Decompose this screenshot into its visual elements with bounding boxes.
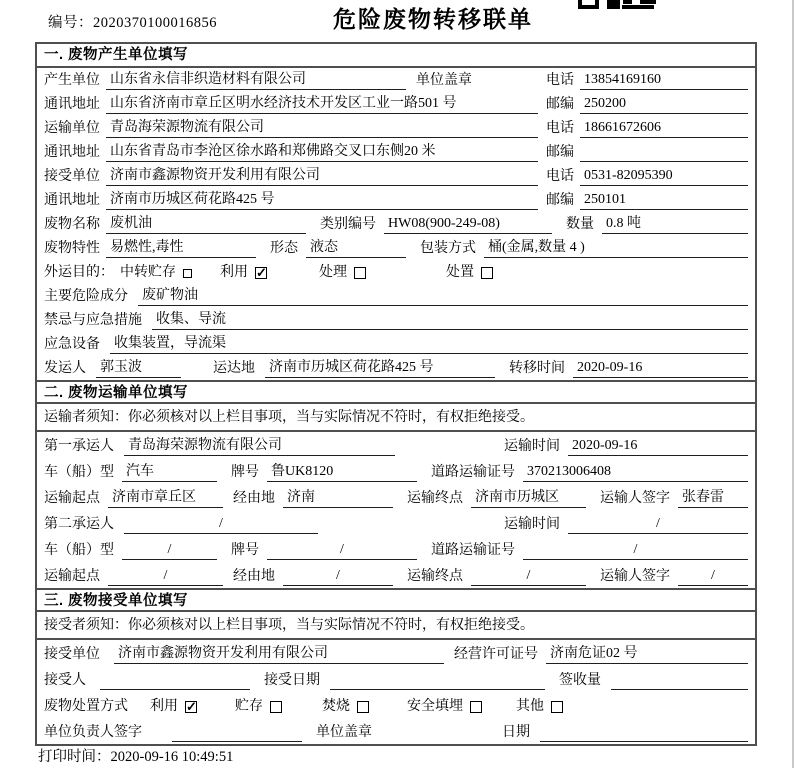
- purpose-option-transfer-storage: 中转贮存: [120, 264, 192, 282]
- receiver-row: [37, 164, 755, 188]
- window-edge-line: [792, 0, 794, 768]
- receiver-zip-value: 250101: [580, 191, 748, 210]
- road-permit-label: 道路运输证号: [431, 465, 515, 480]
- form-state-value: 液态: [306, 239, 406, 258]
- vehicle-type-label: 车（船）型: [44, 465, 114, 480]
- taboo-measures-label: 禁忌与应急措施: [44, 313, 142, 328]
- transport-time-label: 运输时间: [504, 517, 560, 532]
- route-start-label: 运输起点: [44, 491, 100, 506]
- waste-traits-label: 废物特性: [44, 241, 100, 256]
- hazard-components-label: 主要危险成分: [44, 289, 128, 304]
- license-label: 经营许可证号: [454, 647, 538, 662]
- dispose-checkbox: [481, 267, 493, 279]
- disposal-option-utilize: 利用 ✓: [150, 698, 197, 716]
- serial-value: 2020370100016856: [93, 15, 217, 31]
- vehicle-type-value: /: [122, 541, 217, 560]
- second-route-row: [37, 562, 755, 588]
- address-label: 通讯地址: [44, 145, 100, 160]
- waste-name-value: 废机油: [106, 215, 306, 234]
- dispatcher-value: 郭玉波: [96, 359, 181, 378]
- packaging-value: 桶(金属,数量 4 ): [484, 239, 748, 258]
- treat-checkbox: [354, 267, 366, 279]
- via-value: /: [283, 567, 393, 586]
- category-code-label: 类别编号: [320, 217, 376, 232]
- waste-name-label: 废物名称: [44, 217, 100, 232]
- transporter-sign-value: 张春雷: [678, 489, 748, 508]
- transport-time-value: 2020-09-16: [568, 437, 748, 456]
- accept-person-value: [100, 672, 250, 690]
- unit-seal-label: 单位盖章: [416, 73, 472, 88]
- page-title: 危险废物转移联单: [333, 7, 533, 32]
- receiver-notice: 接受者须知：你必须核对以上栏目事项，当与实际情况不符时，有权拒绝接受。: [37, 612, 755, 640]
- route-start-value: /: [108, 567, 223, 586]
- disposal-option-landfill: 安全填埋: [407, 698, 482, 716]
- incinerate-checkbox: [357, 701, 369, 713]
- destination-value: 济南市历城区荷花路425 号: [265, 359, 495, 378]
- transfer-time-label: 转移时间: [509, 361, 565, 376]
- address-label: 通讯地址: [44, 193, 100, 208]
- received-qty-label: 签收量: [559, 673, 601, 688]
- route-end-value: 济南市历城区: [471, 489, 586, 508]
- first-carrier-label: 第一承运人: [44, 439, 114, 454]
- receiver-phone-label: 电话: [546, 169, 574, 184]
- section2-header: 二. 废物运输单位填写: [37, 380, 755, 404]
- receiver-address-value: 济南市历城区荷花路425 号: [106, 191, 538, 210]
- responsible-sign-label: 单位负责人签字: [44, 725, 142, 740]
- receiver-label: 接受单位: [44, 169, 100, 184]
- disposal-option-incinerate: 焚烧: [322, 698, 369, 716]
- producer-row: [37, 68, 755, 92]
- second-carrier-row: [37, 510, 755, 536]
- purpose-option-utilize: 利用 ✓: [220, 264, 267, 282]
- other-checkbox: [551, 701, 563, 713]
- landfill-checkbox: [470, 701, 482, 713]
- route-start-value: 济南市章丘区: [108, 489, 223, 508]
- producer-phone-label: 电话: [546, 73, 574, 88]
- transfer-form-table: [35, 42, 757, 746]
- accept-date-value: [330, 672, 545, 690]
- disposal-method-row: [37, 692, 755, 718]
- section1-header: 一. 废物产生单位填写: [37, 44, 755, 68]
- transporter-value: 青岛海荣源物流有限公司: [106, 119, 538, 138]
- outbound-purpose-row: [37, 260, 755, 284]
- disposal-option-storage: 贮存: [235, 698, 282, 716]
- unit-seal-label: 单位盖章: [316, 725, 372, 740]
- form-state-label: 形态: [270, 241, 298, 256]
- purpose-option-treat: 处理: [319, 264, 366, 282]
- responsible-sign-row: [37, 718, 755, 744]
- road-permit-label: 道路运输证号: [431, 543, 515, 558]
- road-permit-value: /: [523, 541, 748, 560]
- transporter-notice: 运输者须知：你必须核对以上栏目事项，当与实际情况不符时，有权拒绝接受。: [37, 404, 755, 432]
- transport-time-label: 运输时间: [504, 439, 560, 454]
- plate-value: 鲁UK8120: [267, 463, 417, 482]
- route-end-value: /: [471, 567, 586, 586]
- accept-person-row: [37, 666, 755, 692]
- producer-zip-value: 250200: [580, 95, 748, 114]
- waste-traits-row: [37, 236, 755, 260]
- storage-checkbox: [270, 701, 282, 713]
- route-end-label: 运输终点: [407, 491, 463, 506]
- accept-unit-label: 接受单位: [44, 647, 100, 662]
- first-carrier-value: 青岛海荣源物流有限公司: [124, 437, 395, 456]
- first-route-row: [37, 484, 755, 510]
- zip-label: 邮编: [546, 193, 574, 208]
- transporter-address-row: [37, 140, 755, 164]
- vehicle-type-value: 汽车: [122, 463, 217, 482]
- transfer-storage-checkbox: [183, 269, 192, 278]
- transporter-row: [37, 116, 755, 140]
- transporter-address-value: 山东省青岛市李沧区徐水路和郑佛路交叉口东侧20 米: [106, 143, 538, 162]
- accept-unit-value: 济南市鑫源物资开发利用有限公司: [114, 645, 444, 664]
- via-value: 济南: [283, 489, 393, 508]
- hazard-components-value: 废矿物油: [138, 287, 748, 306]
- serial-number-line: [48, 11, 217, 32]
- vehicle-type-label: 车（船）型: [44, 543, 114, 558]
- receiver-phone-value: 0531-82095390: [580, 167, 748, 186]
- category-code-value: HW08(900-249-08): [384, 215, 552, 234]
- plate-value: /: [267, 541, 417, 560]
- second-carrier-value: /: [124, 515, 318, 534]
- transporter-sign-label: 运输人签字: [600, 491, 670, 506]
- receiver-address-row: [37, 188, 755, 212]
- dispatch-row: [37, 356, 755, 380]
- transfer-time-value: 2020-09-16: [573, 359, 748, 378]
- serial-label: 编号：: [48, 15, 93, 31]
- purpose-option-dispose: 处置: [446, 264, 493, 282]
- disposal-method-label: 废物处置方式: [44, 699, 128, 714]
- utilize-checkbox: [255, 267, 267, 279]
- accept-date-label: 接受日期: [264, 673, 320, 688]
- accept-person-label: 接受人: [44, 673, 86, 688]
- route-start-label: 运输起点: [44, 569, 100, 584]
- taboo-measures-row: [37, 308, 755, 332]
- transporter-label: 运输单位: [44, 121, 100, 136]
- via-label: 经由地: [233, 569, 275, 584]
- producer-value: 山东省永信非织造材料有限公司: [106, 71, 406, 90]
- plate-label: 牌号: [231, 543, 259, 558]
- dispatcher-label: 发运人: [44, 361, 86, 376]
- producer-address-value: 山东省济南市章丘区明水经济技术开发区工业一路501 号: [106, 95, 538, 114]
- route-end-label: 运输终点: [407, 569, 463, 584]
- via-label: 经由地: [233, 491, 275, 506]
- transport-time-value: /: [568, 515, 748, 534]
- producer-address-row: [37, 92, 755, 116]
- zip-label: 邮编: [546, 97, 574, 112]
- first-carrier-row: [37, 432, 755, 458]
- plate-label: 牌号: [231, 465, 259, 480]
- transporter-zip-value: [580, 144, 748, 162]
- utilize-checkbox: [185, 701, 197, 713]
- license-value: 济南危证02 号: [546, 645, 748, 664]
- waste-name-row: [37, 212, 755, 236]
- second-carrier-label: 第二承运人: [44, 517, 114, 532]
- producer-label: 产生单位: [44, 73, 100, 88]
- qr-code-fragment: [578, 0, 658, 10]
- zip-label: 邮编: [546, 145, 574, 160]
- quantity-label: 数量: [566, 217, 594, 232]
- destination-label: 运达地: [213, 361, 255, 376]
- purpose-label: 外运目的：: [44, 265, 114, 280]
- emergency-equipment-row: [37, 332, 755, 356]
- transporter-sign-value: /: [678, 567, 748, 586]
- transporter-phone-value: 18661672606: [580, 119, 748, 138]
- waste-traits-value: 易燃性,毒性: [106, 239, 256, 258]
- first-vehicle-row: [37, 458, 755, 484]
- section3-header: 三. 废物接受单位填写: [37, 588, 755, 612]
- print-time: 打印时间：2020-09-16 10:49:51: [38, 749, 234, 765]
- packaging-label: 包装方式: [420, 241, 476, 256]
- responsible-sign-value: [172, 724, 302, 742]
- road-permit-value: 370213006408: [523, 463, 748, 482]
- received-qty-value: [611, 672, 748, 690]
- address-label: 通讯地址: [44, 97, 100, 112]
- hazard-components-row: [37, 284, 755, 308]
- receiver-value: 济南市鑫源物资开发利用有限公司: [106, 167, 538, 186]
- second-vehicle-row: [37, 536, 755, 562]
- emergency-equipment-label: 应急设备: [44, 337, 100, 352]
- date-value: [540, 724, 748, 742]
- disposal-option-other: 其他: [516, 698, 563, 716]
- transporter-phone-label: 电话: [546, 121, 574, 136]
- qr-finder-block: [578, 0, 599, 9]
- date-label: 日期: [502, 725, 530, 740]
- quantity-value: 0.8 吨: [602, 215, 748, 234]
- emergency-equipment-value: 收集装置，导流渠: [110, 335, 748, 354]
- producer-phone-value: 13854169160: [580, 71, 748, 90]
- transporter-sign-label: 运输人签字: [600, 569, 670, 584]
- taboo-measures-value: 收集、导流: [152, 311, 748, 330]
- accept-unit-row: [37, 640, 755, 666]
